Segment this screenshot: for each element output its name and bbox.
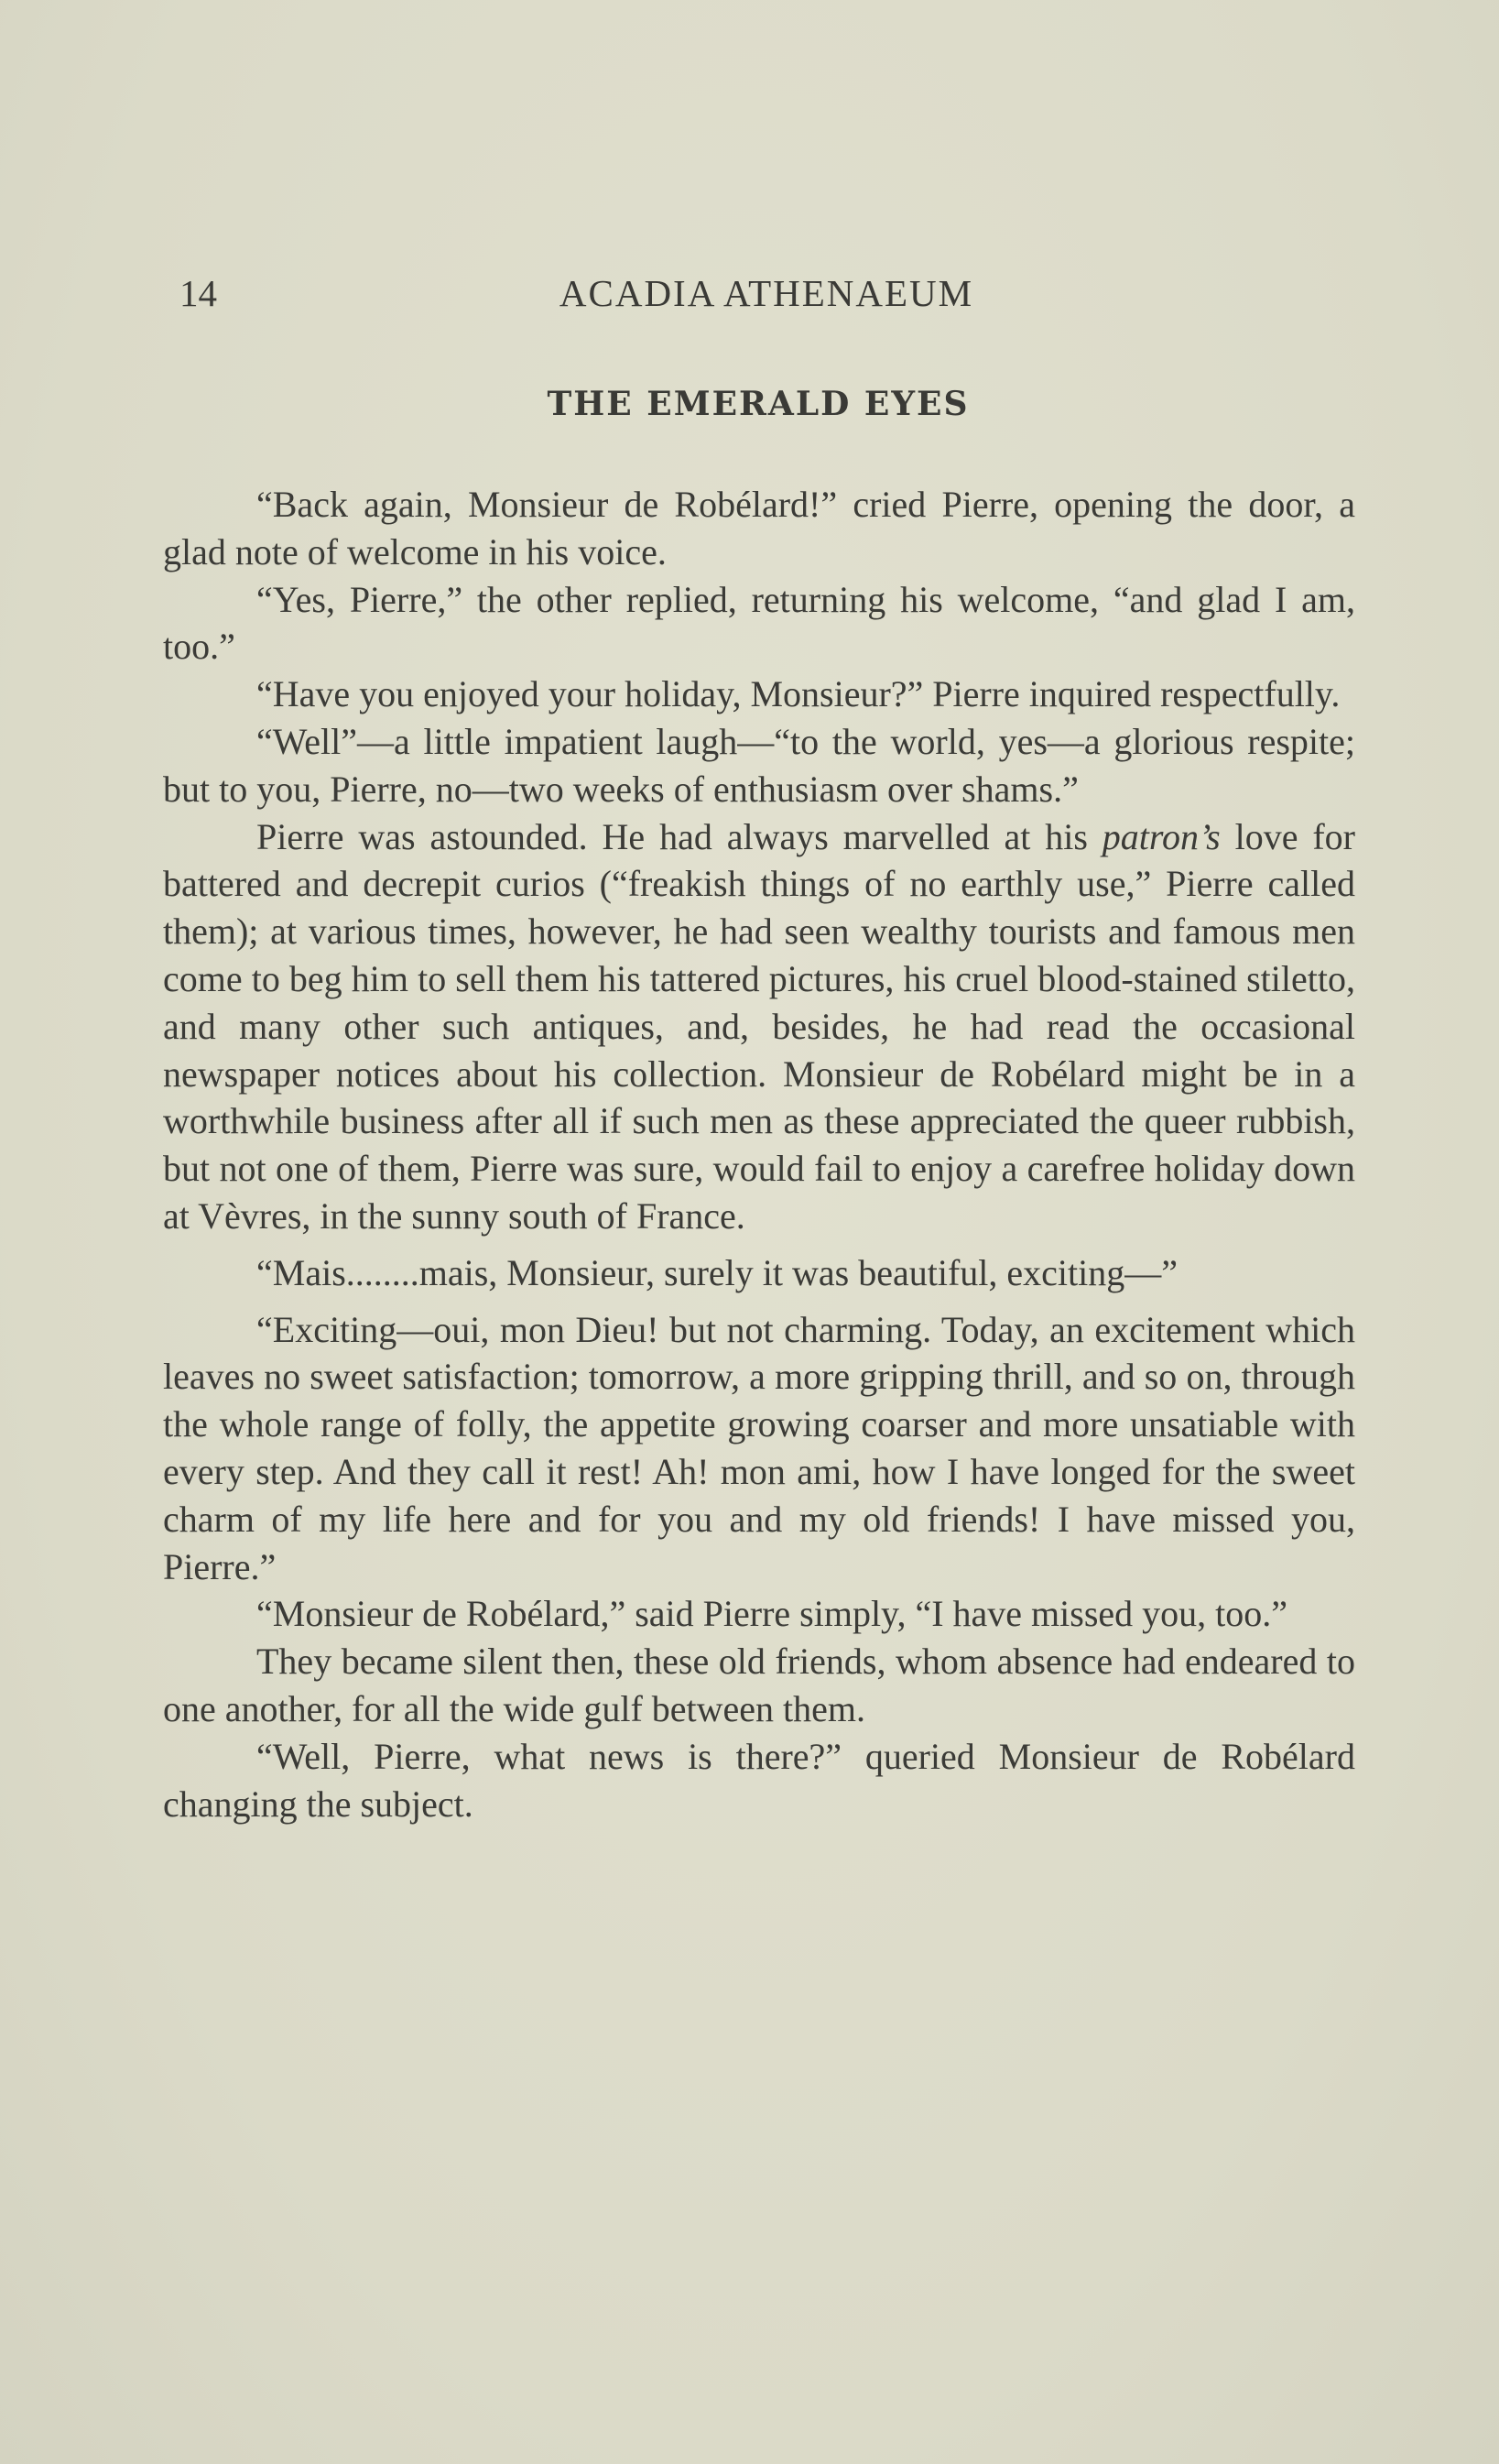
page-header [179,266,1353,321]
paragraph: “Well, Pierre, what news is there?” queried Monsieur de Robélard changing the subject. [163,1735,1355,1825]
paragraph: “Well”—a little impatient laugh—“to the world, yes—a glorious respite; but to you, Pierre, no—two weeks of enthusiasm over shams.” [163,720,1355,810]
italic-word: patron’s [1102,815,1221,857]
paragraph: “Have you enjoyed your holiday, Monsieur?” Pierre inquired respectfully. [256,673,1341,715]
paragraph: “Back again, Monsieur de Robélard!” cried Pierre, opening the door, a glad note of welcome in his voice. [163,484,1355,572]
paragraph: “Exciting—oui, mon Dieu! but not charming. Today, an excitement which leaves no sweet satisfaction; tomorrow, a more gripping thrill, and so on, through the whole range of folly, the appetite growing coarser and more unsatiable with every step. And they call it rest! Ah! mon ami, how I have longed for the sweet charm of my life here and for you and my old friends! I have missed you, Pierre.” [163,1308,1355,1587]
article-body [163,481,1355,1827]
paragraph-lead: Pierre was astounded. He had always marvelled at his [256,815,1103,857]
running-head: ACADIA ATHENAEUM [559,272,974,314]
article-title: THE EMERALD EYES [547,385,970,423]
paragraph-rest: love for battered and decrepit curios (“freakish things of no earthly use,” Pierre called them); at various times, however, he had seen wealthy tourists and famous men come to beg him to sell them his tattered pictures, his cruel blood-stained stiletto, and many other such antiques, and, besides, he had read the occasional newspaper notices about his collection. Monsieur de Robélard might be in a worthwhile business after all if such men as these appreciated the queer rubbish, but not one of them, Pierre was sure, would fail to enjoy a carefree holiday down at Vèvres, in the sunny south of France. [163,815,1355,1237]
paragraph: “Monsieur de Robélard,” said Pierre simply, “I have missed you, too.” [256,1593,1288,1635]
page-number: 14 [179,272,217,314]
paragraph: “Yes, Pierre,” the other replied, returning his welcome, “and glad I am, too.” [163,578,1355,668]
paragraph: “Mais........mais, Monsieur, surely it was beautiful, exciting—” [256,1251,1178,1293]
paragraph [163,813,1355,1240]
paragraph: They became silent then, these old friends, whom absence had endeared to one another, for all the wide gulf between them. [163,1641,1355,1729]
